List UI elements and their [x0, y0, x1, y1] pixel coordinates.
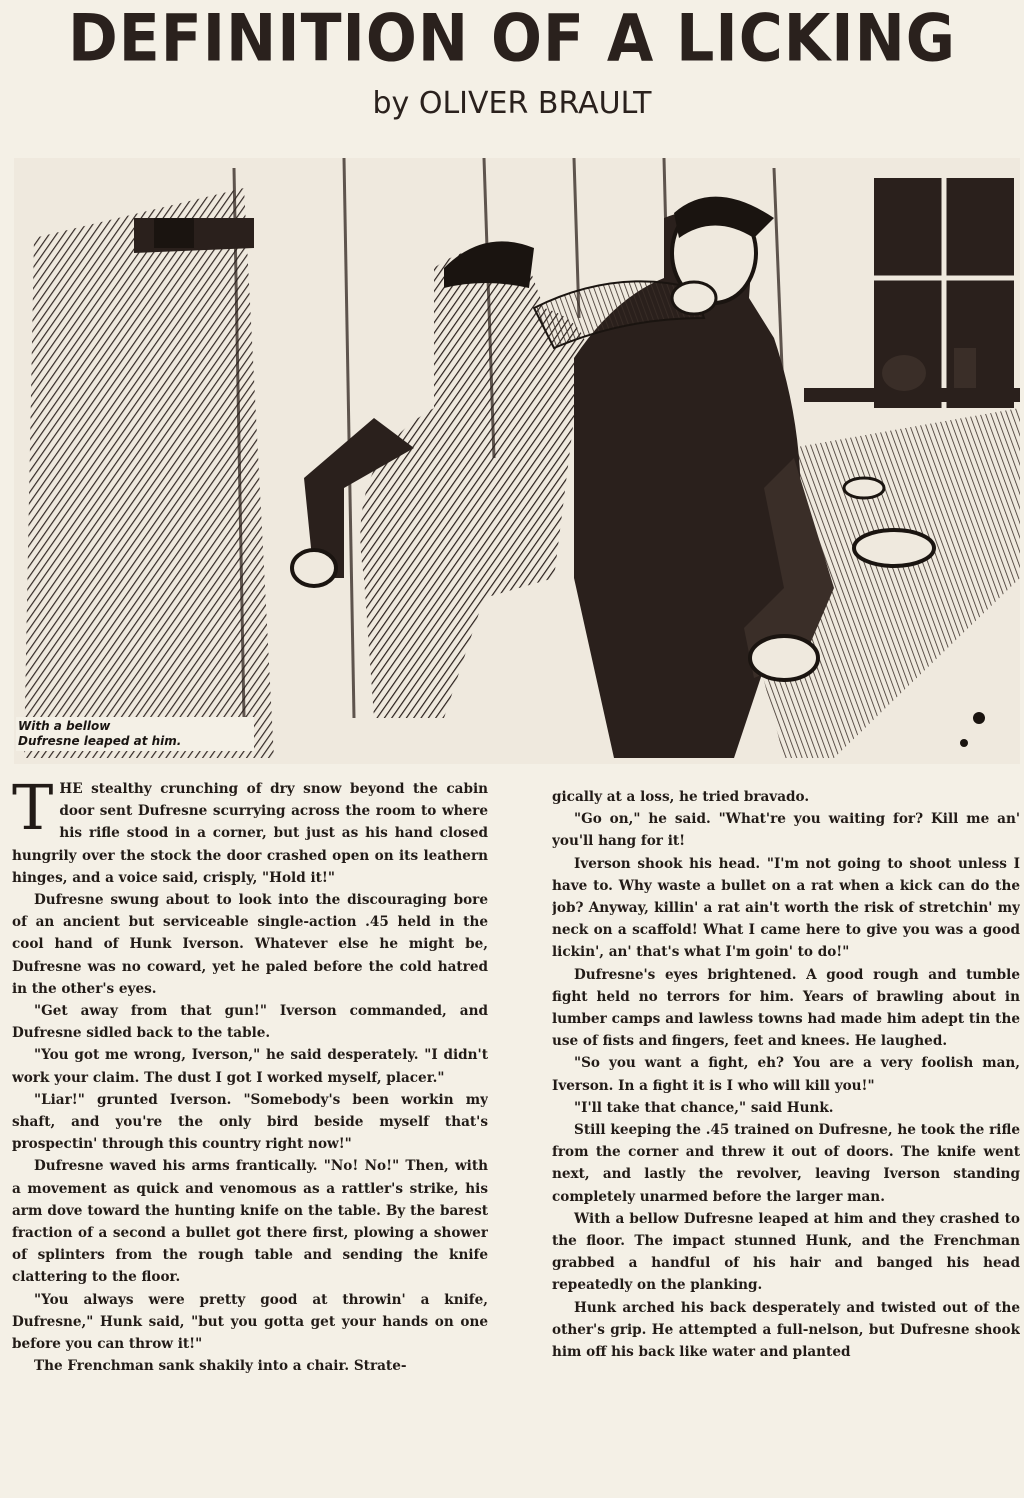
body-paragraph: Dufresne swung about to look into the discouraging bore of an ancient but serviceable single-action .45 held in the cool hand of Hunk Iverson. Whatever else he might be, Dufresne was no coward, yet he paled before the cold hatred in the other's eyes.	[12, 892, 488, 997]
body-paragraph: "Go on," he said. "What're you waiting for? Kill me an' you'll hang for it!	[552, 811, 1020, 850]
body-paragraph: Dufresne's eyes brightened. A good rough and tumble fight held no terrors for him. Years of brawling about in lumber camps and lawless towns had made him adept tin the use of fists and fingers, feet and knees. He laughed.	[552, 966, 1020, 1050]
text-column-left	[12, 778, 488, 1490]
illustration-caption	[16, 717, 254, 751]
article-title: DEFINITION OF A LICKING	[67, 1, 957, 77]
caption-line: Dufresne leaped at him.	[18, 734, 182, 748]
lead-paragraph	[12, 778, 488, 889]
body-paragraph: Dufresne waved his arms frantically. "No! No!" Then, with a movement as quick and venomous as a rattler's strike, his arm dove toward the hunting knife on the table. By the barest fraction of a second a bullet got there first, plowing a shower of splinters from the rough table and sending the knife clattering to the floor.	[12, 1158, 488, 1286]
body-paragraph: "I'll take that chance," said Hunk.	[574, 1099, 834, 1116]
continued-paragraph: gically at a loss, he tried bravado.	[552, 789, 810, 805]
body-paragraph: The Frenchman sank shakily into a chair. Strate-	[34, 1358, 407, 1375]
fight-scene-illustration	[14, 158, 1020, 764]
drop-cap: T	[12, 778, 54, 844]
lead-text: HE stealthy crunching of dry snow beyond the cabin door sent Dufresne scurrying across the room to where his rifle stood in a corner, but just as his hand closed hungrily over the stock the door crashed open on its leathern hinges, and a voice said, crisply, "Hold it!"	[12, 781, 488, 886]
body-paragraph: "You always were pretty good at throwin' a knife, Dufresne," Hunk said, "but you gotta get your hands on one before you can throw it!"	[12, 1291, 488, 1353]
body-paragraph: "Get away from that gun!" Iverson commanded, and Dufresne sidled back to the table.	[12, 1003, 488, 1042]
body-paragraph: Still keeping the .45 trained on Dufresne, he took the rifle from the corner and threw it out of doors. The knife went next, and lastly the revolver, leaving Iverson standing completely unarmed before the larger man.	[552, 1122, 1020, 1205]
illustration	[14, 158, 1020, 764]
caption-line: With a bellow	[18, 719, 111, 733]
body-paragraph: "So you want a fight, eh? You are a very foolish man, Iverson. In a fight it is I who will kill you!"	[552, 1055, 1020, 1094]
body-paragraph: Iverson shook his head. "I'm not going to shoot unless I have to. Why waste a bullet on a rat when a kick can do the job? Anyway, killin' a rat ain't worth the risk of stretchin' my neck on a scaffold! What I came here to give you was a good lickin', an' that's what I'm goin' to do!"	[552, 855, 1020, 961]
text-column-right	[552, 786, 1020, 1498]
article-byline: by OLIVER BRAULT	[372, 86, 652, 121]
body-paragraph: "You got me wrong, Iverson," he said desperately. "I didn't work your claim. The dust I got I worked myself, placer."	[12, 1047, 488, 1086]
body-paragraph: With a bellow Dufresne leaped at him and they crashed to the floor. The impact stunned Hunk, and the Frenchman grabbed a handful of his hair and banged his head repeatedly on the planking.	[552, 1210, 1020, 1294]
body-paragraph: Hunk arched his back desperately and twisted out of the other's grip. He attempted a full-nelson, but Dufresne shook him off his back like water and planted	[552, 1299, 1020, 1361]
body-paragraph: "Liar!" grunted Iverson. "Somebody's been workin my shaft, and you're the only bird beside myself that's prospectin' through this country right now!"	[12, 1091, 488, 1153]
